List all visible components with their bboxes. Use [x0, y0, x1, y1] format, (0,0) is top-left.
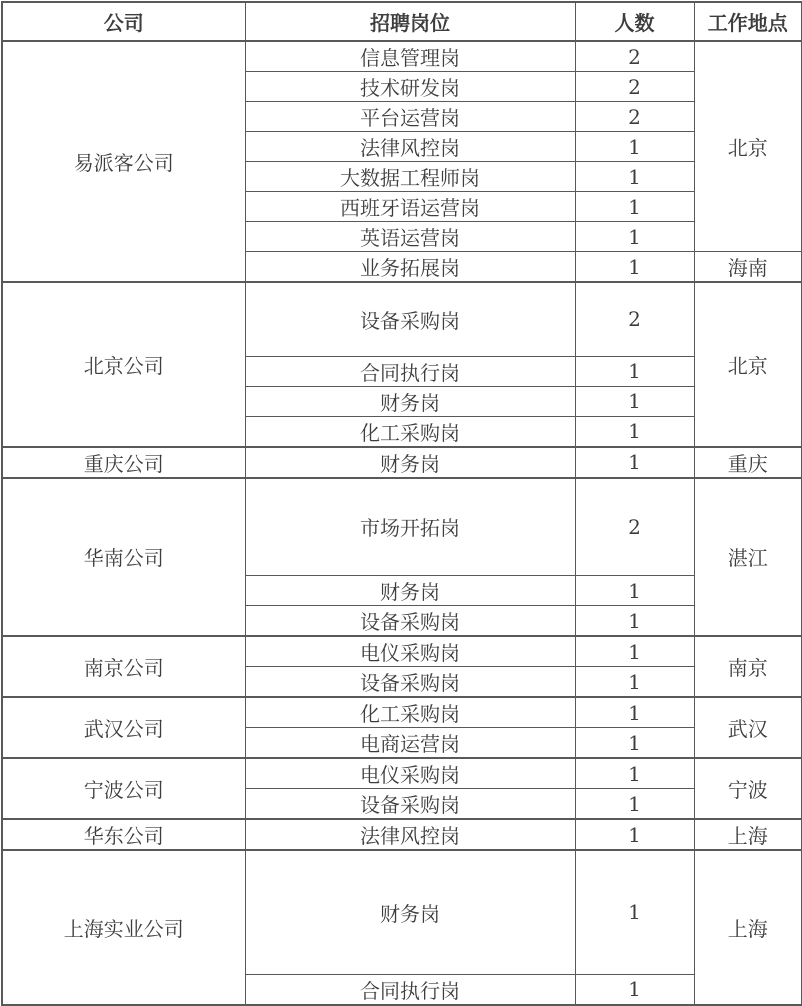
count-cell: 2 — [575, 478, 694, 576]
count-cell: 1 — [575, 447, 694, 478]
company-cell: 华东公司 — [2, 819, 245, 850]
position-cell: 技术研发岗 — [245, 72, 575, 102]
table-row — [2, 758, 802, 789]
position-cell: 财务岗 — [245, 447, 575, 478]
position-cell: 财务岗 — [245, 576, 575, 606]
count-cell: 1 — [575, 606, 694, 637]
count-cell: 1 — [575, 416, 694, 447]
location-cell: 上海 — [694, 819, 802, 850]
position-cell: 法律风控岗 — [245, 819, 575, 850]
position-cell: 法律风控岗 — [245, 132, 575, 162]
position-cell: 设备采购岗 — [245, 282, 575, 356]
position-cell: 财务岗 — [245, 386, 575, 416]
table-row — [2, 850, 802, 974]
count-cell: 1 — [575, 222, 694, 252]
recruitment-table — [1, 1, 802, 1006]
table-header — [2, 2, 802, 41]
count-cell: 1 — [575, 697, 694, 728]
position-cell: 平台运营岗 — [245, 102, 575, 132]
table-row — [2, 282, 802, 356]
location-cell: 北京 — [694, 282, 802, 447]
table-row — [2, 819, 802, 850]
count-cell: 2 — [575, 41, 694, 72]
company-cell: 上海实业公司 — [2, 850, 245, 1005]
count-cell: 1 — [575, 162, 694, 192]
location-cell: 重庆 — [694, 447, 802, 478]
count-cell: 2 — [575, 102, 694, 132]
position-cell: 电仪采购岗 — [245, 636, 575, 667]
position-cell: 财务岗 — [245, 850, 575, 974]
position-cell: 大数据工程师岗 — [245, 162, 575, 192]
count-cell: 1 — [575, 132, 694, 162]
company-cell: 武汉公司 — [2, 697, 245, 758]
count-cell: 1 — [575, 252, 694, 283]
position-cell: 英语运营岗 — [245, 222, 575, 252]
header-position: 招聘岗位 — [245, 2, 575, 41]
count-cell: 1 — [575, 356, 694, 386]
location-cell: 南京 — [694, 636, 802, 697]
count-cell: 1 — [575, 728, 694, 759]
location-cell: 上海 — [694, 850, 802, 1005]
location-cell: 北京 — [694, 41, 802, 252]
count-cell: 1 — [575, 789, 694, 820]
table-row — [2, 636, 802, 667]
position-cell: 化工采购岗 — [245, 416, 575, 447]
header-location: 工作地点 — [694, 2, 802, 41]
header-count: 人数 — [575, 2, 694, 41]
table-row — [2, 478, 802, 576]
count-cell: 1 — [575, 974, 694, 1005]
count-cell: 1 — [575, 636, 694, 667]
position-cell: 设备采购岗 — [245, 789, 575, 820]
count-cell: 2 — [575, 282, 694, 356]
company-cell: 重庆公司 — [2, 447, 245, 478]
count-cell: 1 — [575, 850, 694, 974]
table-body — [2, 41, 802, 1005]
position-cell: 电商运营岗 — [245, 728, 575, 759]
position-cell: 设备采购岗 — [245, 606, 575, 637]
location-cell: 湛江 — [694, 478, 802, 637]
position-cell: 合同执行岗 — [245, 356, 575, 386]
position-cell: 西班牙语运营岗 — [245, 192, 575, 222]
company-cell: 南京公司 — [2, 636, 245, 697]
table-row — [2, 41, 802, 72]
position-cell: 电仪采购岗 — [245, 758, 575, 789]
table-row — [2, 447, 802, 478]
position-cell: 化工采购岗 — [245, 697, 575, 728]
company-cell: 易派客公司 — [2, 41, 245, 282]
location-cell: 武汉 — [694, 697, 802, 758]
count-cell: 1 — [575, 819, 694, 850]
position-cell: 业务拓展岗 — [245, 252, 575, 283]
company-cell: 北京公司 — [2, 282, 245, 447]
company-cell: 宁波公司 — [2, 758, 245, 819]
position-cell: 信息管理岗 — [245, 41, 575, 72]
location-cell: 海南 — [694, 252, 802, 283]
header-row — [2, 2, 802, 41]
count-cell: 1 — [575, 758, 694, 789]
count-cell: 1 — [575, 386, 694, 416]
position-cell: 市场开拓岗 — [245, 478, 575, 576]
table-row — [2, 697, 802, 728]
count-cell: 1 — [575, 192, 694, 222]
company-cell: 华南公司 — [2, 478, 245, 637]
position-cell: 设备采购岗 — [245, 667, 575, 698]
position-cell: 合同执行岗 — [245, 974, 575, 1005]
header-company: 公司 — [2, 2, 245, 41]
location-cell: 宁波 — [694, 758, 802, 819]
count-cell: 1 — [575, 667, 694, 698]
count-cell: 2 — [575, 72, 694, 102]
count-cell: 1 — [575, 576, 694, 606]
